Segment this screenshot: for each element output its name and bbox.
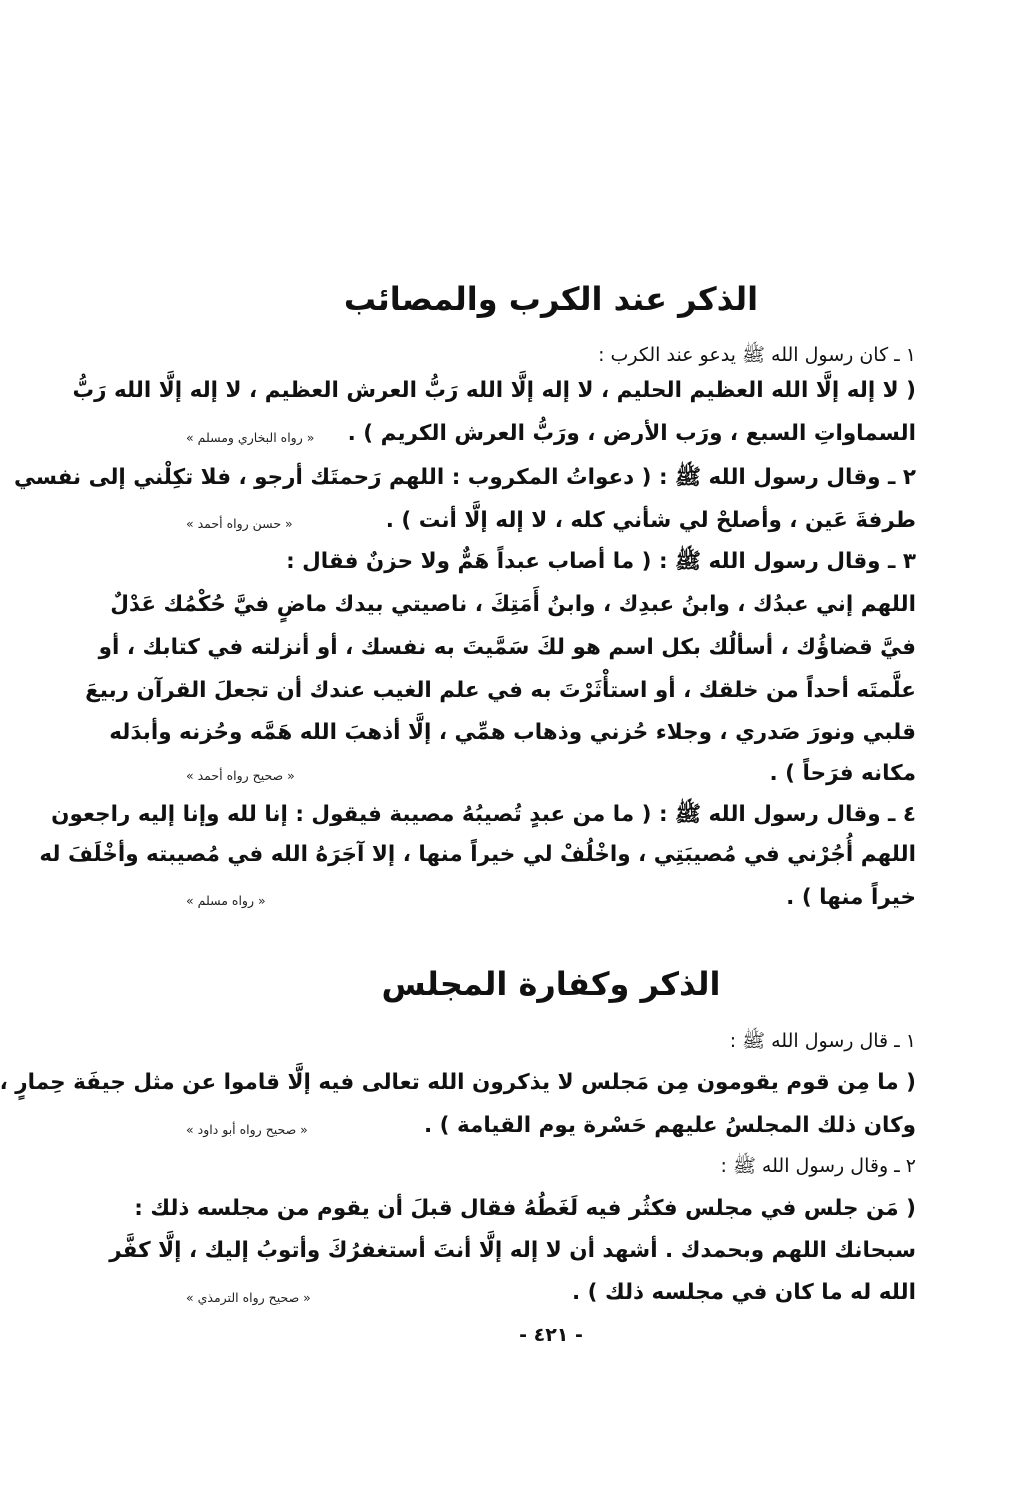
item-2-text: طرفةَ عَين ، وأصلحْ لي شأني كله ، لا إله إلَّا أنت ) . — [385, 508, 916, 533]
majlis-item-2-text: ( مَن جلس في مجلس فكثُر فيه لَغَطُهُ فقال قبلَ أن يقوم من مجلسه ذلك : — [134, 1196, 916, 1221]
majlis-item-1-intro: ١ ـ قال رسول الله ﷺ : — [729, 1030, 916, 1052]
item-3-text: قلبي ونورَ صَدري ، وجلاء حُزني وذهاب همِّي ، إلَّا أذهبَ الله هَمَّه وحُزنه وأبدَله — [109, 720, 916, 745]
item-3-text: ٣ ـ وقال رسول الله ﷺ : ( ما أصاب عبداً هَمٌّ ولا حزنٌ فقال : — [286, 549, 916, 574]
majlis-item-1-text: وكان ذلك المجلسُ عليهم حَسْرة يوم القيامة ) . — [424, 1113, 916, 1138]
item-4-text: اللهم أُجُرْني في مُصيبَتِي ، واخْلُفْ لي خيراً منها ، إلا آجَرَهُ الله في مُصيبته وأخْلَفَ له — [39, 842, 916, 867]
item-4-text: ٤ ـ وقال رسول الله ﷺ : ( ما من عبدٍ تُصيبُهُ مصيبة فيقول : إنا لله وإنا إليه راجعون — [51, 802, 916, 827]
section-title-distress: الذكر عند الكرب والمصائب — [343, 280, 759, 318]
item-4-text: خيراً منها ) . — [786, 885, 916, 910]
item-1-text: السماواتِ السبع ، ورَب الأرض ، ورَبُّ العرش الكريم ) . — [347, 421, 916, 446]
hadith-source: « رواه البخاري ومسلم » — [186, 430, 315, 445]
item-3-text: فيَّ قضاؤُك ، أسألُك بكل اسم هو لكَ سَمَّيتَ به نفسك ، أو أنزلته في كتابك ، أو — [98, 635, 916, 660]
hadith-source: « رواه مسلم » — [186, 893, 266, 908]
majlis-item-2-intro: ٢ ـ وقال رسول الله ﷺ : — [720, 1155, 916, 1177]
item-3-text: مكانه فرَحاً ) . — [769, 761, 916, 786]
majlis-item-1-text: ( ما مِن قوم يقومون مِن مَجلس لا يذكرون الله تعالى فيه إلَّا قاموا عن مثل جيفَة حِمارٍ ، — [0, 1070, 916, 1095]
page-number: - ٤٢١ - — [519, 1324, 583, 1346]
item-2-text: ٢ ـ وقال رسول الله ﷺ : ( دعواتُ المكروب : اللهم رَحمتَك أرجو ، فلا تكِلْني إلى نفسي — [13, 465, 916, 490]
item-1-intro: ١ ـ كان رسول الله ﷺ يدعو عند الكرب : — [598, 344, 916, 366]
item-3-text: اللهم إني عبدُك ، وابنُ عبدِك ، وابنُ أَمَتِكَ ، ناصيتي بيدك ماضٍ فيَّ حُكْمُك عَدْلٌ — [110, 592, 916, 617]
hadith-source: « صحيح رواه أبو داود » — [186, 1122, 308, 1137]
item-1-text: ( لا إله إلَّا الله العظيم الحليم ، لا إله إلَّا الله رَبُّ العرش العظيم ، لا إله إلَّا الله رَبُّ — [72, 378, 916, 403]
majlis-item-2-text: الله له ما كان في مجلسه ذلك ) . — [571, 1280, 916, 1305]
section-title-majlis: الذكر وكفارة المجلس — [381, 965, 721, 1003]
item-3-text: علَّمتَه أحداً من خلقك ، أو استأْثَرْتَ به في علم الغيب عندك أن تجعلَ القرآن ربيعَ — [85, 678, 916, 703]
hadith-source: « صحيح رواه الترمذي » — [186, 1290, 311, 1305]
hadith-source: « حسن رواه أحمد » — [186, 516, 293, 531]
hadith-source: « صحيح رواه أحمد » — [186, 768, 295, 783]
majlis-item-2-text: سبحانك اللهم وبحمدك . أشهد أن لا إله إلَّا أنتَ أستغفرُكَ وأتوبُ إليك ، إلَّا كفَّر — [109, 1238, 916, 1263]
